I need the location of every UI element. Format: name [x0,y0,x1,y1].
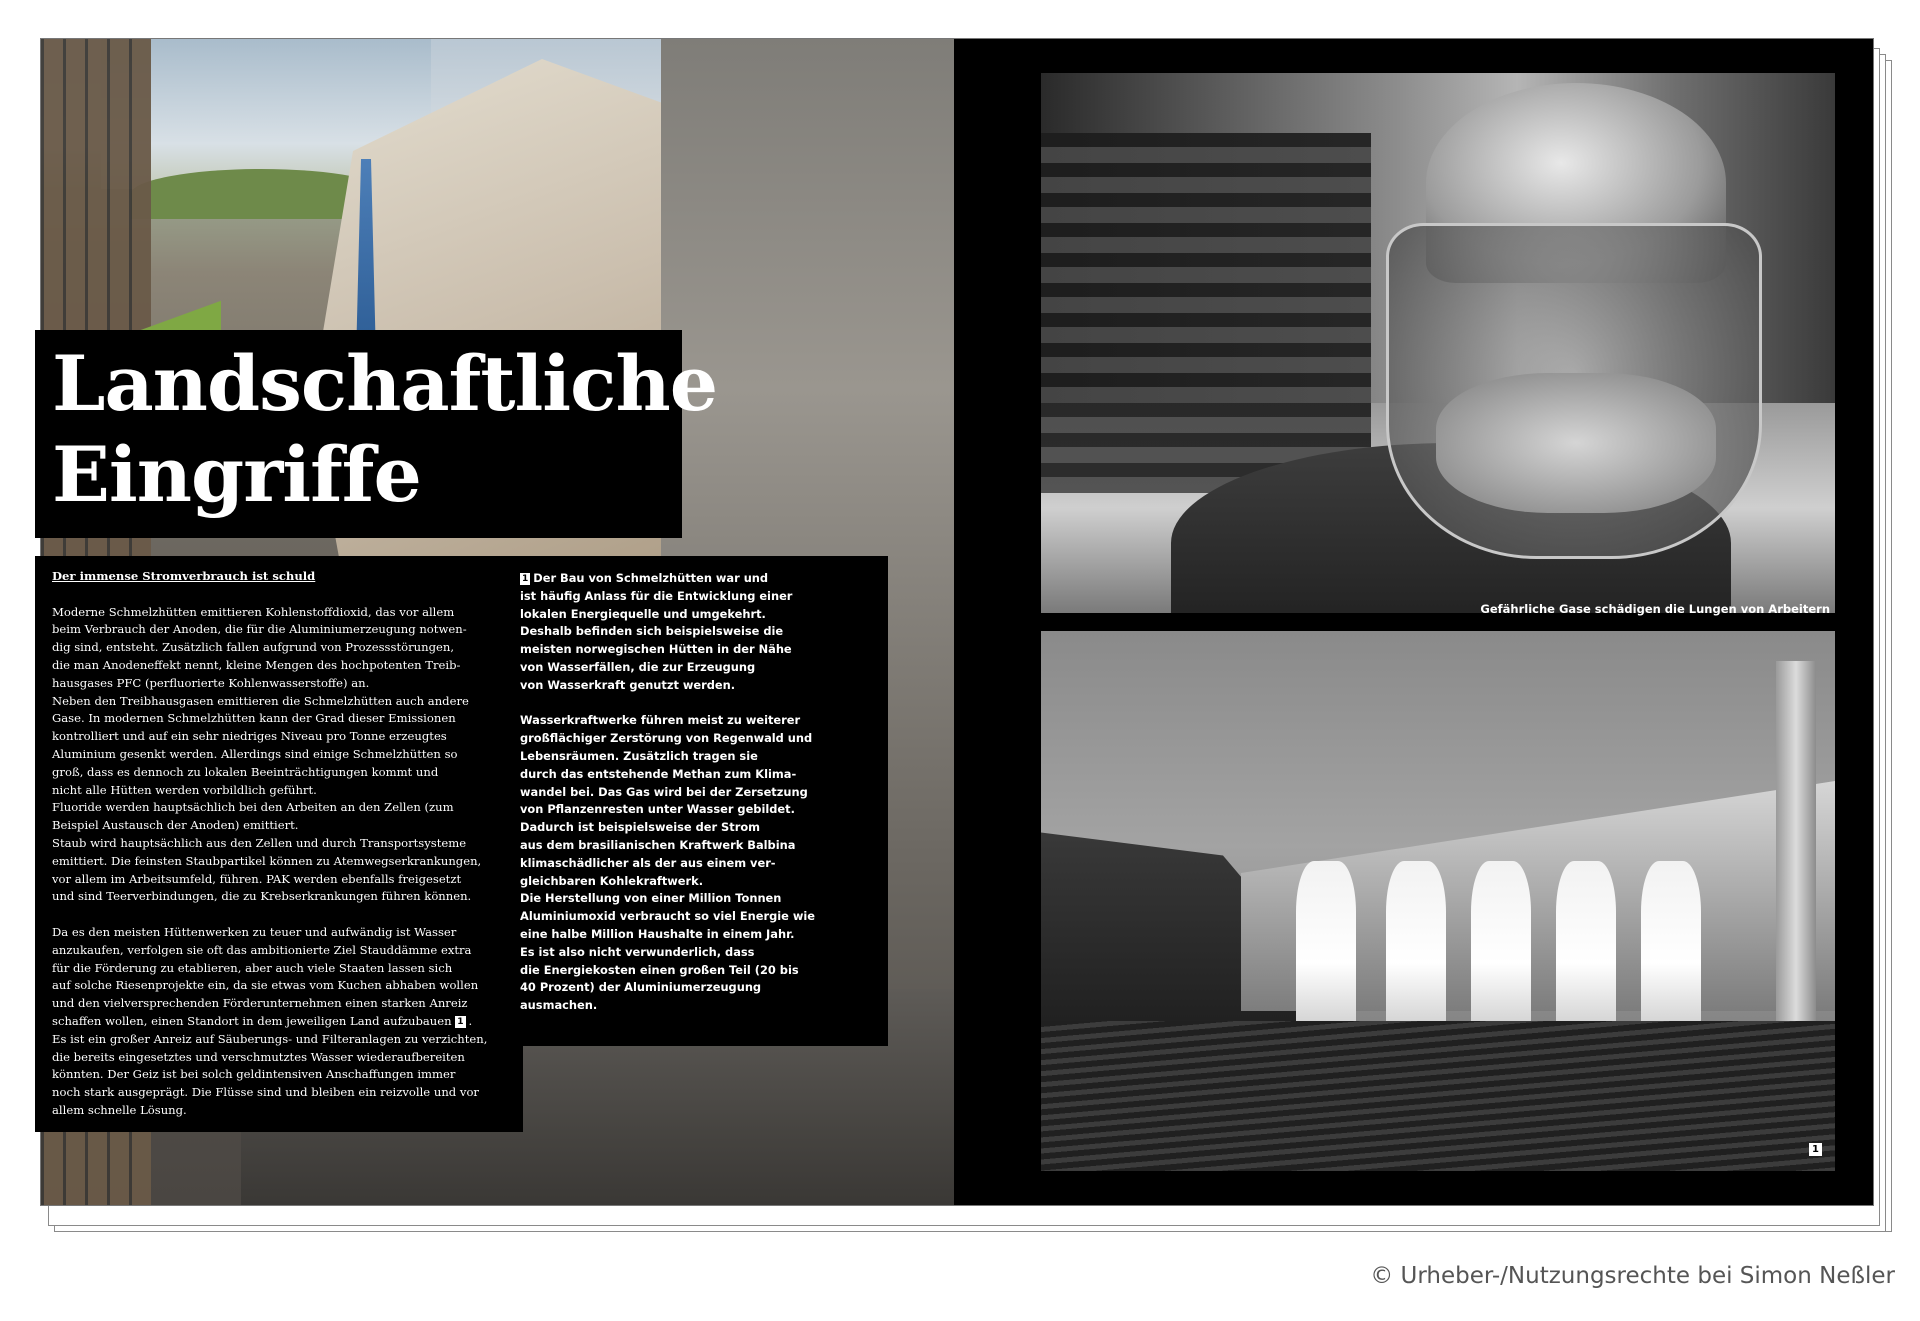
text-line: allem schnelle Lösung. [52,1102,187,1117]
paragraph [520,712,880,1015]
text-line: könnten. Der Geiz ist bei solch geldintensiven Anschaffungen immer [52,1067,456,1082]
text-line: ist häufig Anlass für die Entwicklung einer [520,588,793,603]
text-line: großflächiger Zerstörung von Regenwald und [520,731,813,746]
photo-caption: Gefährliche Gase schädigen die Lungen von Arbeitern [1480,602,1830,616]
text-line: Der Bau von Schmelzhütten war und [533,571,769,585]
title-line-1: Landschaftliche [52,339,718,428]
text-line: Dadurch ist beispielsweise der Strom [520,820,761,835]
text-line: schaffen wollen, einen Standort in dem jeweiligen Land aufzubauen [52,1013,452,1028]
subheading: Der immense Stromverbrauch ist schuld [52,569,316,583]
text-line: Lebensräumen. Zusätzlich tragen sie [520,748,758,763]
river-water [1041,1021,1835,1171]
text-line: und sind Teerverbindungen, die zu Krebserkrankungen führen können. [52,889,472,904]
text-line: ausmachen. [520,998,598,1013]
text-line: Es ist also nicht verwunderlich, dass [520,944,755,959]
text-line: klimaschädlicher als der aus einem ver- [520,855,776,870]
copyright-notice: © Urheber-/Nutzungsrechte bei Simon Neßler [1370,1263,1895,1289]
spillway-water [1471,861,1531,1031]
text-line: kontrolliert und auf ein sehr niedriges Niveau pro Tonne erzeugtes [52,729,447,744]
text-line: anzukaufen, verfolgen sie oft das ambitionierte Ziel Stauddämme extra [52,942,472,957]
text-line: Beispiel Austausch der Anoden) emittiert. [52,818,299,833]
text-line: von Wasserkraft genutzt werden. [520,677,736,692]
text-line: groß, dass es dennoch zu lokalen Beeinträchtigungen kommt und [52,764,439,779]
dam-tower [1776,661,1816,1041]
text-line: die man Anodeneffekt nennt, kleine Mengen des hochpotenten Treib- [52,657,461,672]
text-line: 40 Prozent) der Aluminiumerzeugung [520,980,762,995]
spillway-water [1641,861,1701,1031]
text-line: die Energiekosten einen großen Teil (20 bis [520,962,799,977]
text-line: gleichbaren Kohlekraftwerk. [520,873,704,888]
text-line: Aluminium gesenkt werden. Allerdings sind einige Schmelzhütten so [52,746,458,761]
spillway-water [1296,861,1356,1031]
text-line: von Wasserfällen, die zur Erzeugung [520,659,756,674]
figure-marker: 1 [1809,1143,1822,1156]
text-line: auf solche Riesenprojekte ein, da sie etwas vom Kuchen abhaben wollen [52,978,479,993]
text-line: Staub wird hauptsächlich aus den Zellen und durch Transportsysteme [52,835,467,850]
text-line: Fluoride werden hauptsächlich bei den Arbeiten an den Zellen (zum [52,800,454,815]
text-line: Es ist ein großer Anreiz auf Säuberungs- und Filteranlagen zu verzichten, [52,1031,488,1046]
text-line: Wasserkraftwerke führen meist zu weiterer [520,713,801,728]
text-line: Moderne Schmelzhütten emittieren Kohlenstoffdioxid, das vor allem [52,604,455,619]
worker-gas-mask-photo [1041,73,1835,613]
text-line: Deshalb befinden sich beispielsweise die [520,624,784,639]
text-line: vor allem im Arbeitsumfeld, führen. PAK werden ebenfalls freigesetzt [52,871,462,886]
gas-mask [1436,373,1716,513]
paragraph: Da es den meisten Hüttenwerken zu teuer und aufwändig ist Wasser anzukaufen, verfolgen sie oft das ambitionierte Ziel Stauddämme extra für die Förderung zu etablieren, aber auch viele Staaten lassen sich auf solche Riesenprojekte ein, da sie etwas vom Kuchen abhaben wollen und den vielversprechenden Förderunternehmen einen starken Anreiz schaffen wollen, einen Standort in dem jeweiligen Land aufzubauen 1 . Es ist ein großer Anreiz auf Säuberungs- und Filteranlagen zu verzichten, die bereits eingesetztes und verschmutztes Wasser wiederaufbereiten könnten. Der Geiz ist bei solch geldintensiven Anschaffungen immer noch stark ausgeprägt. Die Flüsse sind und bleiben ein reizvolle und vor allem schnelle Lösung. [52,924,488,1117]
text-line: Da es den meisten Hüttenwerken zu teuer und aufwändig ist Wasser [52,924,457,939]
text-line: lokalen Energiequelle und umgekehrt. [520,606,766,621]
page-title [52,338,718,520]
left-text-column [52,568,507,1120]
title-line-2: Eingriffe [52,430,421,519]
text-line: beim Verbrauch der Anoden, die für die Aluminiumerzeugung notwen- [52,622,467,637]
text-line: und den vielversprechenden Förderunternehmen einen starken Anreiz [52,996,468,1011]
text-line: meisten norwegischen Hütten in der Nähe [520,642,792,657]
reference-marker: 1 [522,574,529,584]
paragraph [52,604,507,907]
right-text-column [520,570,880,1015]
spillway-water [1556,861,1616,1031]
text-line: hausgases PFC (perfluorierte Kohlenwasserstoffe) an. [52,675,370,690]
text-line: durch das entstehende Methan zum Klima- [520,766,797,781]
text-line: dig sind, entsteht. Zusätzlich fallen aufgrund von Prozessstörungen, [52,640,454,655]
text-line: Aluminiumoxid verbraucht so viel Energie wie [520,909,816,924]
text-line: wandel bei. Das Gas wird bei der Zersetzung [520,784,808,799]
text-line: Gase. In modernen Schmelzhütten kann der Grad dieser Emissionen [52,711,456,726]
paragraph [520,570,880,695]
text-line: noch stark ausgeprägt. Die Flüsse sind und bleiben ein reizvolle und vor [52,1085,479,1100]
text-line: eine halbe Million Haushalte in einem Jahr. [520,926,795,941]
text-line: von Pflanzenresten unter Wasser gebildet. [520,802,795,817]
text-line: nicht alle Hütten werden vorbildlich geführt. [52,782,317,797]
text-line: Die Herstellung von einer Million Tonnen [520,891,782,906]
reference-marker: 1 [457,1016,464,1027]
text-line: für die Förderung zu etablieren, aber auch viele Staaten lassen sich [52,960,453,975]
spillway-water [1386,861,1446,1031]
text-line: emittiert. Die feinsten Staubpartikel können zu Atemwegserkrankungen, [52,853,482,868]
text-line: aus dem brasilianischen Kraftwerk Balbina [520,837,796,852]
smelter-machinery [1041,133,1371,493]
text-line: Neben den Treibhausgasen emittieren die Schmelzhütten auch andere [52,693,469,708]
text-line: die bereits eingesetztes und verschmutztes Wasser wiederaufbereiten [52,1049,465,1064]
dam-spillway-photo [1041,631,1835,1171]
